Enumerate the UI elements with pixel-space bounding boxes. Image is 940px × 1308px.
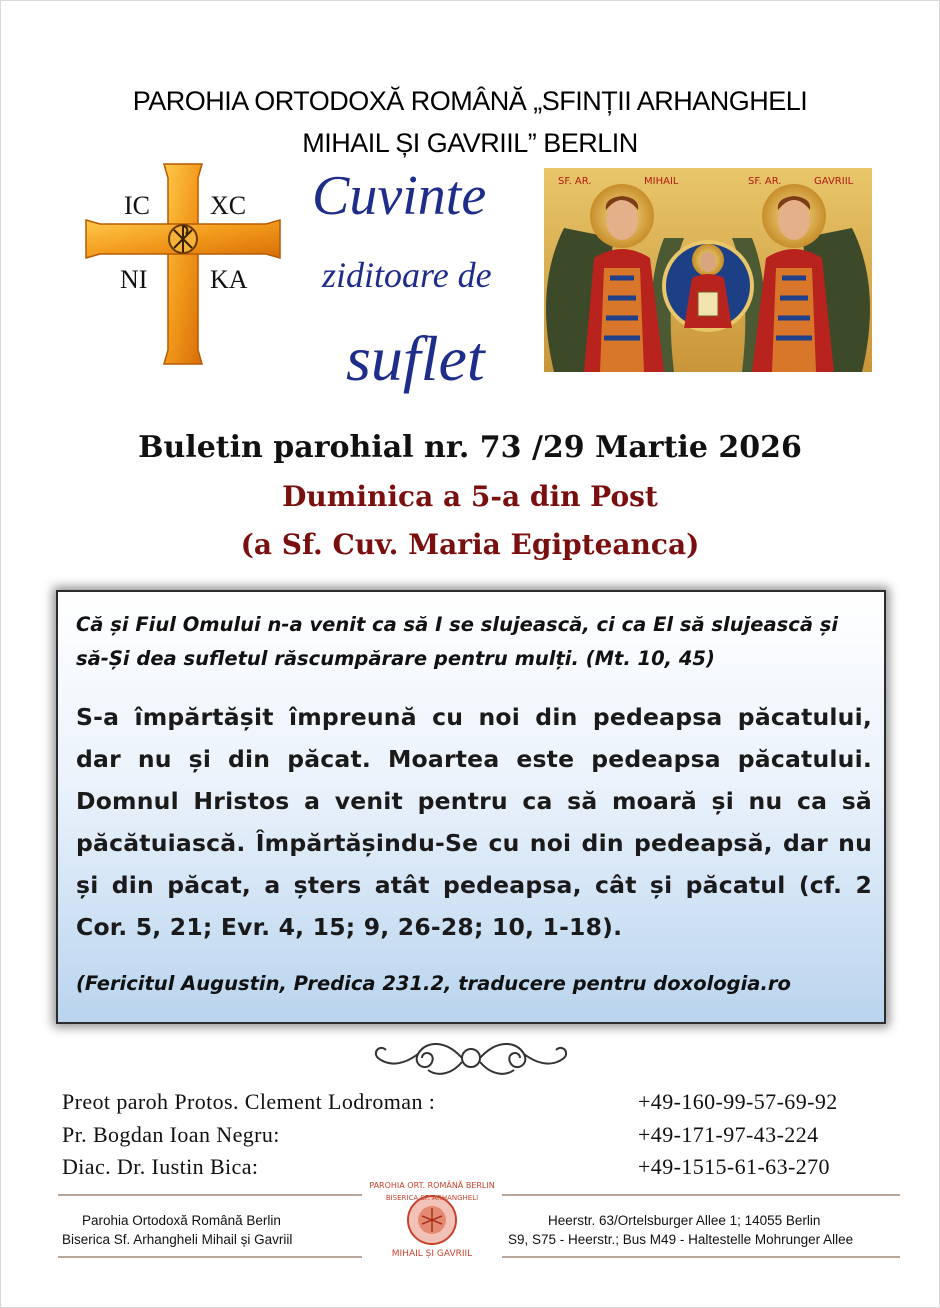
icon-inscription-left2: MIHAIL xyxy=(644,176,679,187)
masthead-title-line3: suflet xyxy=(346,323,485,394)
stamp-text-mid: BISERICA SF. ARHANGHELI xyxy=(385,1194,479,1202)
icon-inscription-right1: SF. AR. xyxy=(748,176,782,187)
contact-phone[interactable]: +49-160-99-57-69-92 xyxy=(638,1089,838,1114)
contact-name: Preot paroh Protos. Clement Lodroman : xyxy=(62,1089,436,1114)
cross-label-br: KA xyxy=(210,265,248,294)
cross-icon xyxy=(80,158,286,370)
sunday-subtitle: (a Sf. Cuv. Maria Egipteanca) xyxy=(240,528,700,561)
contact-phone[interactable]: +49-1515-61-63-270 xyxy=(638,1154,830,1179)
cross-emblem xyxy=(80,158,286,370)
parish-title-line1: PAROHIA ORTODOXĂ ROMÂNĂ „SFINȚII ARHANGHELI xyxy=(132,86,808,116)
contact-name: Pr. Bogdan Ioan Negru: xyxy=(62,1122,280,1147)
ornament-divider-icon xyxy=(366,1036,576,1080)
icon-inscription-left1: SF. AR. xyxy=(558,176,592,187)
quote-box xyxy=(56,590,886,1024)
quote-source: (Fericitul Augustin, Predica 231.2, traducere pentru doxologia.ro xyxy=(76,972,791,995)
icon-inscription-right2: GAVRIIL xyxy=(814,176,854,187)
patristic-commentary: S-a împărtășit împreună cu noi din pedeapsa păcatului, dar nu și din păcat. Moartea este pedeapsa păcatului. Domnul Hristos a venit pentru ca să moară și nu ca să păcătuiască. Împărtășindu-Se cu noi din pedeapsă, dar nu și din păcat, a șters atât pedeapsa, cât și păcatul (cf. 2 Cor. 5, 21; Evr. 4, 15; 9, 26-28; 10, 1-18). xyxy=(76,703,872,941)
sunday-title: Duminica a 5-a din Post xyxy=(282,480,658,513)
contact-name: Diac. Dr. Iustin Bica: xyxy=(62,1154,259,1179)
footer-church-name: Biserica Sf. Arhangheli Mihail și Gavriil xyxy=(62,1232,293,1247)
cross-label-tr: XC xyxy=(210,191,247,220)
scripture-verse: Că și Fiul Omului n-a venit ca să I se slujească, ci ca El să slujească și să-Și dea sufletul răscumpărare pentru mulți. (Mt. 10, 45) xyxy=(76,613,839,670)
footer-address: Heerstr. 63/Ortelsburger Allee 1; 14055 Berlin xyxy=(548,1213,821,1228)
stamp-text-bottom: MIHAIL ȘI GAVRIIL xyxy=(391,1249,473,1259)
stamp-text-top: PAROHIA ORT. ROMÂNĂ BERLIN xyxy=(369,1181,495,1190)
masthead-title-line2: ziditoare de xyxy=(322,255,492,295)
masthead-title-line1: Cuvinte xyxy=(312,165,487,227)
archangels-icon-image xyxy=(544,168,872,372)
footer-parish-name: Parohia Ortodoxă Română Berlin xyxy=(82,1213,281,1228)
cross-label-tl: IC xyxy=(124,191,150,220)
bulletin-number: Buletin parohial nr. 73 /29 Martie 2026 xyxy=(138,430,802,465)
footer-transit: S9, S75 - Heerstr.; Bus M49 - Haltestelle Mohrunger Allee xyxy=(508,1232,854,1247)
parish-title-line2: MIHAIL ȘI GAVRIIL” BERLIN xyxy=(302,128,638,158)
cross-label-bl: NI xyxy=(120,265,148,294)
parish-stamp-icon xyxy=(362,1176,502,1260)
contact-phone[interactable]: +49-171-97-43-224 xyxy=(638,1122,819,1147)
